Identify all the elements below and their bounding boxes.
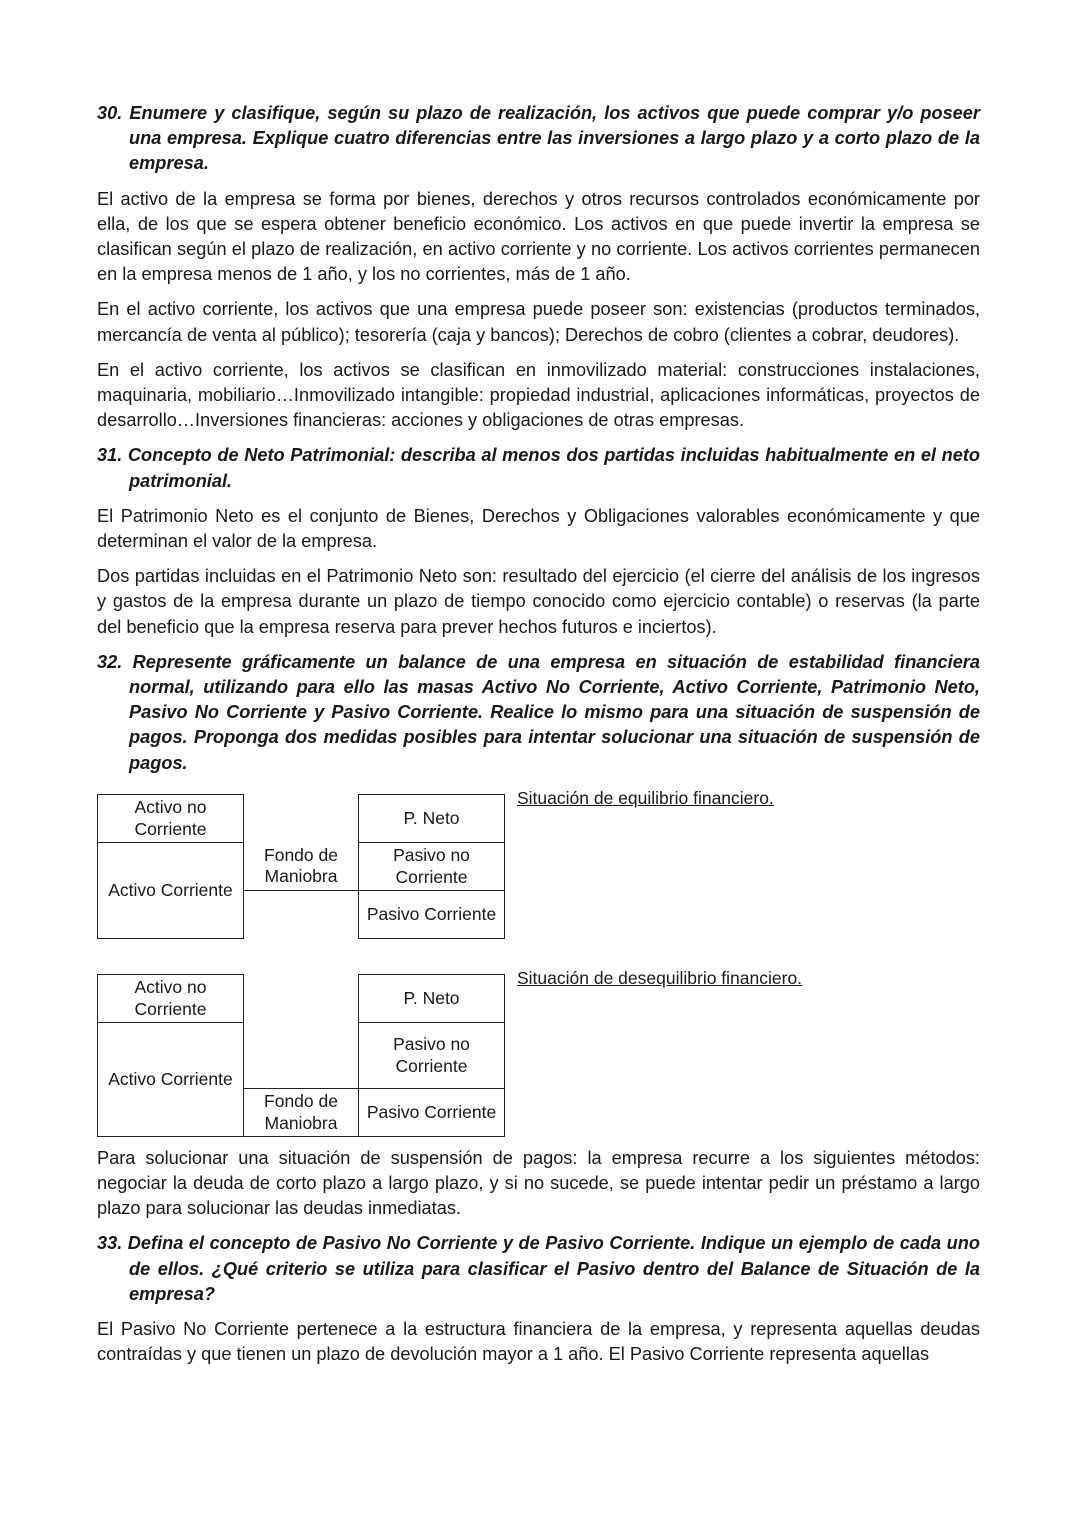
q31-paragraph-1: El Patrimonio Neto es el conjunto de Bienes, Derechos y Obligaciones valorables económicamente y que determinan el valor de la empresa. <box>97 505 980 552</box>
q32-paragraph-1: Para solucionar una situación de suspensión de pagos: la empresa recurre a los siguientes métodos: negociar la deuda de corto plazo a largo plazo, y si no sucede, se puede intentar pedir un préstamo a largo plazo para solucionar las deudas inmediatas. <box>97 1147 980 1219</box>
question-31-heading: 31. Concepto de Neto Patrimonial: describa al menos dos partidas incluidas habitualmente en el neto patrimonial. <box>97 445 980 491</box>
q30-paragraph-2: En el activo corriente, los activos que una empresa puede poseer son: existencias (productos terminados, mercancía de venta al público); tesorería (caja y bancos); Derechos de cobro (clientes a cobrar, deudores). <box>97 299 980 345</box>
activo-no-corriente-box: Activo no Corriente <box>97 794 244 843</box>
question-32-heading: 32. Represente gráficamente un balance de una empresa en situación de estabilidad financiera normal, utilizando para ello las masas Activo No Corriente, Activo Corriente, Patrimonio Neto, Pasivo No Corriente y Pasivo Corriente. Realice lo mismo para una situación de suspensión de pagos. Proponga dos medidas posibles para intentar solucionar una situación de suspensión de pagos. <box>97 651 980 773</box>
balance-diagram-disequilibrium <box>97 967 980 1136</box>
question-30-heading: 30. Enumere y clasifique, según su plazo de realización, los activos que puede comprar y/o poseer una empresa. Explique cuatro diferencias entre las inversiones a largo plazo y a corto plazo de la empresa. <box>97 103 980 174</box>
fondo-de-maniobra-label: Fondo de Maniobra <box>264 844 338 886</box>
fondo-de-maniobra-box: Fondo de Maniobra <box>243 1088 359 1137</box>
pasivo-no-corriente-box: Pasivo no Corriente <box>358 842 505 891</box>
activo-corriente-box: Activo Corriente <box>97 842 244 939</box>
q30-paragraph-1: El activo de la empresa se forma por bienes, derechos y otros recursos controlados económicamente por ella, de los que se espera obtener beneficio económico. Los activos en que puede invertir la empresa se clasifican según el plazo de realización, en activo corriente y no corriente. Los activos corrientes permanecen en la empresa menos de 1 año, y los no corrientes, más de 1 año. <box>97 188 980 285</box>
pasivo-corriente-box: Pasivo Corriente <box>358 890 505 939</box>
q30-paragraph-3: En el activo corriente, los activos se clasifican en inmovilizado material: construcciones instalaciones, maquinaria, mobiliario…Inmovilizado intangible: propiedad industrial, aplicaciones informáticas, proyectos de desarrollo…Inversiones financieras: acciones y obligaciones de otras empresas. <box>97 359 980 431</box>
q33-paragraph-1: El Pasivo No Corriente pertenece a la estructura financiera de la empresa, y representa aquellas deudas contraídas y que tienen un plazo de devolución mayor a 1 año. El Pasivo Corriente representa aquellas <box>97 1319 980 1365</box>
pasivo-corriente-box: Pasivo Corriente <box>358 1088 505 1137</box>
pasivo-no-corriente-box: Pasivo no Corriente <box>358 1022 505 1089</box>
balance-diagram-equilibrium <box>97 787 980 954</box>
activo-corriente-box: Activo Corriente <box>97 1022 244 1137</box>
q31-paragraph-2: Dos partidas incluidas en el Patrimonio Neto son: resultado del ejercicio (el cierre del análisis de los ingresos y gastos de la empresa durante un plazo de tiempo conocido como ejercicio contable) o reservas (la parte del beneficio que la empresa reserva para prever hechos futuros e inciertos). <box>97 566 980 637</box>
patrimonio-neto-box: P. Neto <box>358 974 505 1023</box>
document-page <box>97 101 980 1378</box>
equilibrium-caption: Situación de equilibrio financiero. <box>517 787 774 808</box>
question-33-heading: 33. Defina el concepto de Pasivo No Corriente y de Pasivo Corriente. Indique un ejemplo de cada uno de ellos. ¿Qué criterio se utiliza para clasificar el Pasivo dentro del Balance de Situación de la empresa? <box>97 1233 980 1304</box>
fondo-divider-line <box>243 890 358 891</box>
disequilibrium-caption: Situación de desequilibrio financiero. <box>517 967 803 988</box>
patrimonio-neto-box: P. Neto <box>358 794 505 843</box>
activo-no-corriente-box: Activo no Corriente <box>97 974 244 1023</box>
